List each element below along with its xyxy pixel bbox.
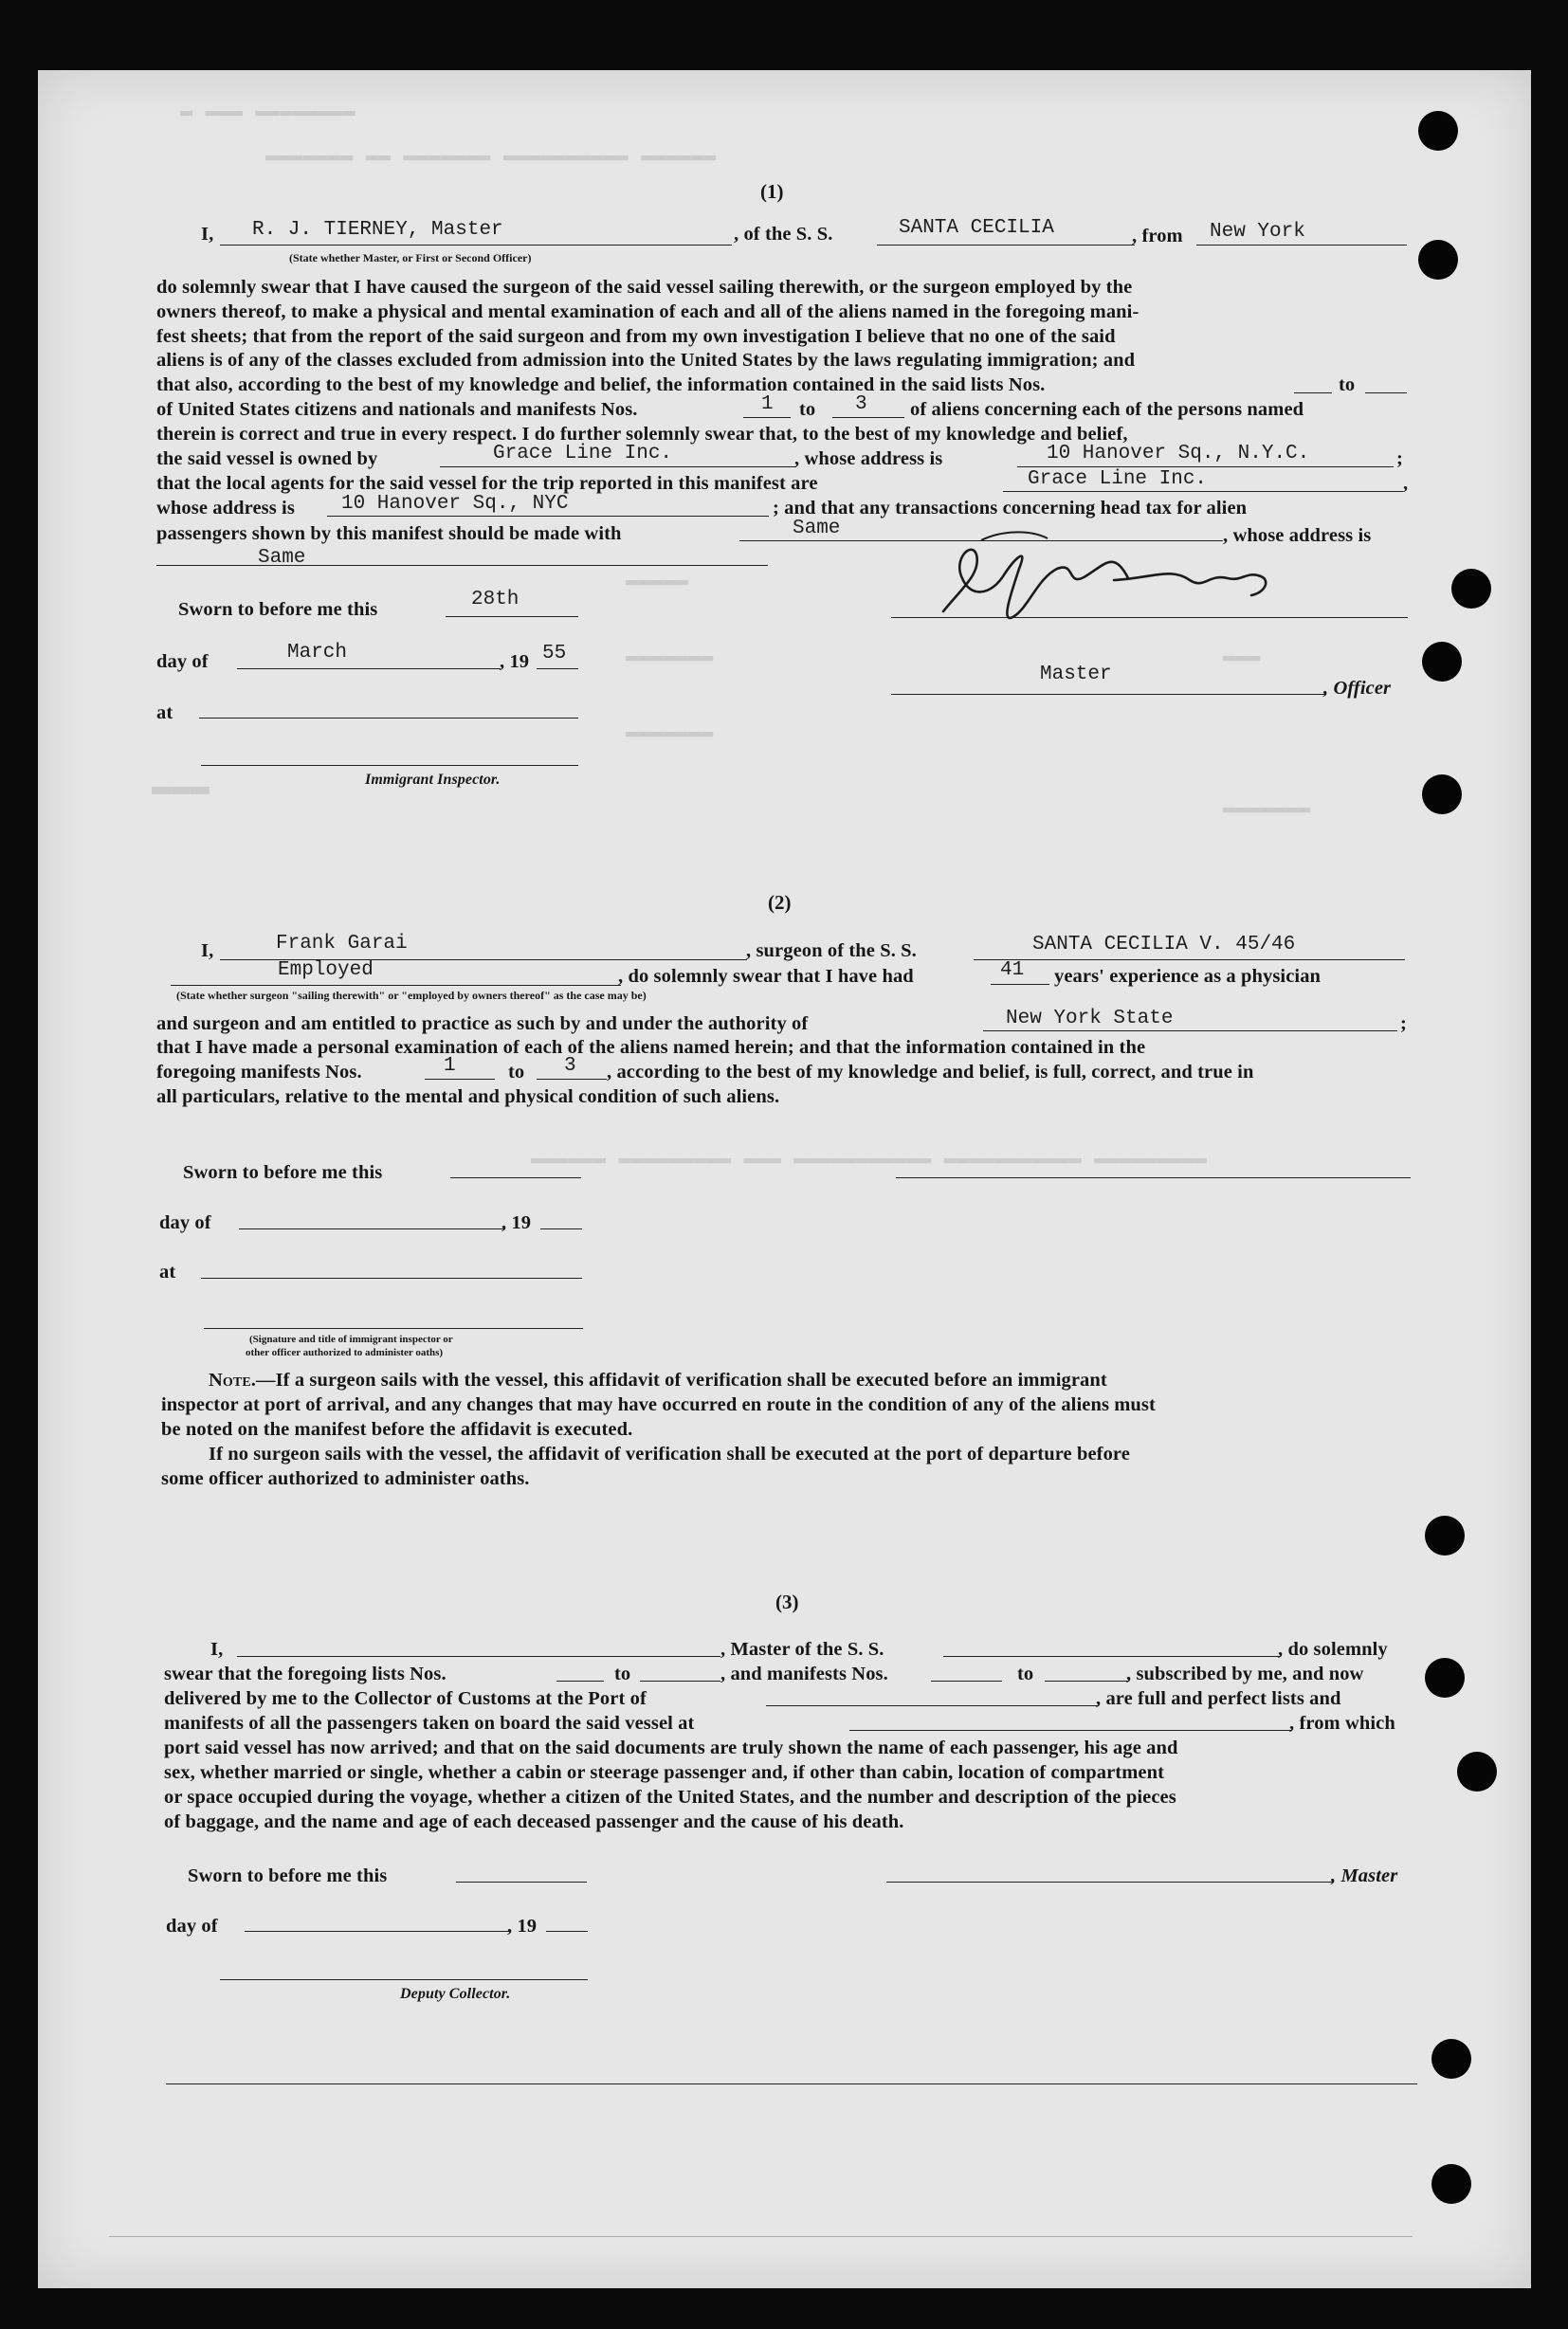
agents-address-label: whose address is xyxy=(156,498,295,519)
punch-hole xyxy=(1422,642,1462,682)
s3-manifests-from-line xyxy=(931,1681,1002,1682)
s3-year-line xyxy=(546,1931,588,1932)
manifest-to-label-2: to xyxy=(508,1062,525,1083)
s3-vessel-line xyxy=(943,1656,1280,1657)
sworn-day-line xyxy=(446,616,578,617)
authority-line xyxy=(983,1030,1397,1031)
of-ss-label: , of the S. S. xyxy=(734,224,833,245)
manifest-from-line xyxy=(743,417,791,418)
note-label: Note. xyxy=(209,1370,256,1391)
year-suffix-value: 55 xyxy=(542,643,567,664)
oath-line-4: aliens is of any of the classes excluded from admission into the United States by the laws regulating immigration; and xyxy=(156,350,1136,371)
surgeon-of-label: , surgeon of the S. S. xyxy=(746,940,917,961)
according-label: , according to the best of my knowledge and belief, is full, correct, and true in xyxy=(607,1062,1254,1083)
section-1-number: (1) xyxy=(760,180,784,203)
s3-sworn-label: Sworn to before me this xyxy=(188,1865,388,1886)
master-caption: (State whether Master, or First or Second Officer) xyxy=(289,251,532,264)
manifest-to-value: 3 xyxy=(855,393,867,415)
head-tax-address-line xyxy=(156,565,768,566)
punch-hole xyxy=(1431,2164,1471,2204)
punch-hole xyxy=(1422,774,1462,814)
agents-address-line xyxy=(327,516,769,517)
section-2-number: (2) xyxy=(768,891,792,914)
inspector-caption: Immigrant Inspector. xyxy=(365,772,501,788)
punch-hole xyxy=(1418,111,1458,151)
note-line-4: If no surgeon sails with the vessel, the affidavit of verification shall be executed at the port of departure before xyxy=(209,1444,1130,1465)
s3-manifests-to: to xyxy=(1017,1664,1034,1684)
owner-address-label: , whose address is xyxy=(794,448,943,469)
s3-manifests-label: , and manifests Nos. xyxy=(720,1664,888,1684)
lists-to-label: to xyxy=(1339,374,1356,395)
s3-delivered-label: delivered by me to the Collector of Customs at the Port of xyxy=(164,1688,647,1709)
owner-address-line xyxy=(1017,466,1394,467)
s3-master-label: , Master of the S. S. xyxy=(720,1639,884,1660)
head-tax-party-value: Same xyxy=(793,518,841,539)
inspector-signature-line xyxy=(201,765,578,766)
semicolon-2: ; xyxy=(1400,1013,1407,1034)
manifest-to-line xyxy=(832,417,904,418)
oath-line-6c: of aliens concerning each of the persons named xyxy=(910,399,1304,420)
s3-line-8: of baggage, and the name and age of each deceased passenger and the cause of his death. xyxy=(164,1811,904,1832)
punch-hole xyxy=(1425,1658,1465,1698)
s3-master-signature-line xyxy=(886,1882,1334,1883)
footer-rule xyxy=(166,2083,1417,2084)
sworn-day-line-2 xyxy=(450,1177,581,1178)
s3-line-6: sex, whether married or single, whether a cabin or steerage passenger and, if other than cabin, location of compartment xyxy=(164,1762,1165,1783)
s3-port-line xyxy=(766,1705,1098,1706)
s3-master-title: , Master xyxy=(1331,1865,1398,1886)
lists-from-line xyxy=(1294,392,1332,393)
master-title-value: Master xyxy=(1040,664,1112,685)
oath-line-6a: of United States citizens and nationals and manifests Nos. xyxy=(156,399,638,420)
authority-label: and surgeon and am entitled to practice as such by and under the authority of xyxy=(156,1013,809,1034)
surgeon-intro: I, xyxy=(201,940,214,961)
year-line-1 xyxy=(537,668,578,669)
agents-value: Grace Line Inc. xyxy=(1028,468,1208,490)
at-line-2 xyxy=(201,1278,582,1279)
owner-line xyxy=(440,466,796,467)
oath-line-7: therein is correct and true in every respect. I do further solemnly swear that, to the best of my knowledge and belief, xyxy=(156,424,1128,445)
officer-signature-line-2 xyxy=(204,1328,583,1329)
s3-line-5: port said vessel has now arrived; and that on the said documents are truly shown the name of each passenger, his age and xyxy=(164,1738,1178,1758)
s3-lists-to: to xyxy=(614,1664,631,1684)
master-title-line xyxy=(891,694,1325,695)
punch-hole xyxy=(1431,2039,1471,2079)
punch-hole xyxy=(1451,569,1491,609)
note-line-3: be noted on the manifest before the affidavit is executed. xyxy=(161,1419,633,1440)
at-label-2: at xyxy=(159,1262,176,1283)
s3-collector-caption: Deputy Collector. xyxy=(400,1986,511,2002)
head-tax-address-value: Same xyxy=(258,547,306,569)
master-name: R. J. TIERNEY, Master xyxy=(252,219,503,241)
manifest-to-line-2 xyxy=(537,1079,607,1080)
oath-line-1: do solemnly swear that I have caused the surgeon of the said vessel sailing therewith, or the surgeon employed by the xyxy=(156,277,1133,298)
sworn-month-line xyxy=(237,668,501,669)
transactions-label: ; and that any transactions concerning head tax for alien xyxy=(773,498,1248,519)
sig-caption-1: (Signature and title of immigrant inspector or xyxy=(249,1334,453,1345)
s3-subscribed: , subscribed by me, and now xyxy=(1126,1664,1364,1684)
vessel-voyage-value: SANTA CECILIA V. 45/46 xyxy=(1032,934,1296,955)
sig-caption-2: other officer authorized to administer oaths) xyxy=(246,1347,444,1358)
master-intro: I, xyxy=(201,224,214,245)
day-of-label-2: day of xyxy=(159,1212,211,1233)
semicolon: ; xyxy=(1396,448,1403,469)
note-line-2: inspector at port of arrival, and any changes that may have occurred en route in the condition of any of the aliens must xyxy=(161,1394,1156,1415)
lists-to-line xyxy=(1365,392,1407,393)
vessel-voyage-line xyxy=(974,959,1405,960)
s3-year-prefix: , 19 xyxy=(507,1916,538,1937)
note-text-1: —If a surgeon sails with the vessel, this affidavit of verification shall be executed before an immigrant xyxy=(256,1370,1107,1391)
s3-intro: I, xyxy=(210,1639,224,1660)
surgeon-name-value: Frank Garai xyxy=(276,933,408,955)
note-line-5: some officer authorized to administer oaths. xyxy=(161,1468,530,1489)
section-3-number: (3) xyxy=(775,1591,799,1613)
oath-line-2: owners thereof, to make a physical and mental examination of each and all of the aliens named in the foregoing mani- xyxy=(156,301,1140,322)
employment-value: Employed xyxy=(278,959,374,981)
s3-manifests-to-line xyxy=(1045,1681,1128,1682)
at-label-1: at xyxy=(156,702,173,723)
authority-value: New York State xyxy=(1006,1008,1174,1029)
manifest-from-line-2 xyxy=(425,1079,495,1080)
from-label: , from xyxy=(1132,226,1183,246)
punch-hole xyxy=(1418,240,1458,280)
s3-boarded-at-line xyxy=(849,1730,1291,1731)
vessel-name: SANTA CECILIA xyxy=(899,217,1054,239)
surgeon-signature-line xyxy=(896,1177,1411,1178)
s3-full-lists: , are full and perfect lists and xyxy=(1096,1688,1341,1709)
punch-hole xyxy=(1457,1752,1497,1792)
sworn-month-value: March xyxy=(287,642,348,664)
punch-hole xyxy=(1425,1516,1465,1556)
master-signature-line xyxy=(891,617,1408,618)
year-prefix-2: , 19 xyxy=(501,1212,532,1233)
note-line-1 xyxy=(209,1370,1107,1392)
years-line xyxy=(991,984,1049,985)
vessel-line xyxy=(877,245,1135,246)
s3-lists-to-line xyxy=(640,1681,720,1682)
surgeon-caption: (State whether surgeon "sailing therewith" or "employed by owners thereof" as the case may be) xyxy=(176,989,647,1002)
swear-label: , do solemnly swear that I have had xyxy=(618,966,914,987)
master-signature xyxy=(924,521,1294,645)
owner-value: Grace Line Inc. xyxy=(493,443,673,464)
s3-solemnly: , do solemnly xyxy=(1278,1639,1388,1660)
sworn-label-2: Sworn to before me this xyxy=(183,1162,383,1183)
passengers-label: passengers shown by this manifest should be made with xyxy=(156,523,622,544)
s3-day-of-label: day of xyxy=(166,1916,218,1937)
sworn-day-value: 28th xyxy=(471,589,520,610)
s3-collector-signature-line xyxy=(220,1979,588,1980)
comma: , xyxy=(1403,473,1409,494)
s3-sworn-day-line xyxy=(456,1882,587,1883)
at-line-1 xyxy=(199,718,578,719)
from-port: New York xyxy=(1210,221,1305,243)
year-line-2 xyxy=(540,1228,582,1229)
day-of-label-1: day of xyxy=(156,651,209,672)
whose-address-end: , whose address is xyxy=(1223,525,1372,546)
oath-line-3: fest sheets; that from the report of the said surgeon and from my own investigation I believe that no one of the said xyxy=(156,326,1116,347)
sworn-label-1: Sworn to before me this xyxy=(178,599,378,620)
s3-lists-label: swear that the foregoing lists Nos. xyxy=(164,1664,447,1684)
manifest-to-value-2: 3 xyxy=(564,1055,576,1077)
owner-address-value: 10 Hanover Sq., N.Y.C. xyxy=(1047,443,1310,464)
agents-label: that the local agents for the said vessel for the trip reported in this manifest are xyxy=(156,473,818,494)
s3-day-line xyxy=(245,1931,510,1932)
year-prefix-1: , 19 xyxy=(500,651,530,672)
employment-line xyxy=(171,985,621,986)
from-line xyxy=(1196,245,1407,246)
s3-line-7: or space occupied during the voyage, whether a citizen of the United States, and the number and description of the pieces xyxy=(164,1787,1176,1808)
s3-from-which: , from which xyxy=(1289,1713,1395,1734)
particulars-line: all particulars, relative to the mental and physical condition of such aliens. xyxy=(156,1086,780,1107)
s3-taken-label: manifests of all the passengers taken on board the said vessel at xyxy=(164,1713,695,1734)
agents-line xyxy=(1003,491,1403,492)
manifests-label-2: foregoing manifests Nos. xyxy=(156,1062,362,1083)
agents-address-value: 10 Hanover Sq., NYC xyxy=(341,493,569,515)
manifest-from-value-2: 1 xyxy=(444,1055,456,1077)
experience-label: years' experience as a physician xyxy=(1054,966,1322,987)
years-value: 41 xyxy=(1000,959,1025,981)
day-line-2 xyxy=(239,1228,504,1229)
manifest-to-label: to xyxy=(799,399,816,420)
examination-line: that I have made a personal examination of each of the aliens named herein; and that the information contained in the xyxy=(156,1037,1146,1058)
s3-lists-from-line xyxy=(556,1681,604,1682)
s3-master-name-line xyxy=(237,1656,720,1657)
manifest-from-value: 1 xyxy=(761,393,774,415)
officer-label: , Officer xyxy=(1323,678,1392,699)
footer-rule-2 xyxy=(109,2236,1413,2237)
master-name-line xyxy=(220,245,732,246)
owned-by-label: the said vessel is owned by xyxy=(156,448,378,469)
oath-line-5: that also, according to the best of my knowledge and belief, the information contained in the said lists Nos. xyxy=(156,374,1046,395)
